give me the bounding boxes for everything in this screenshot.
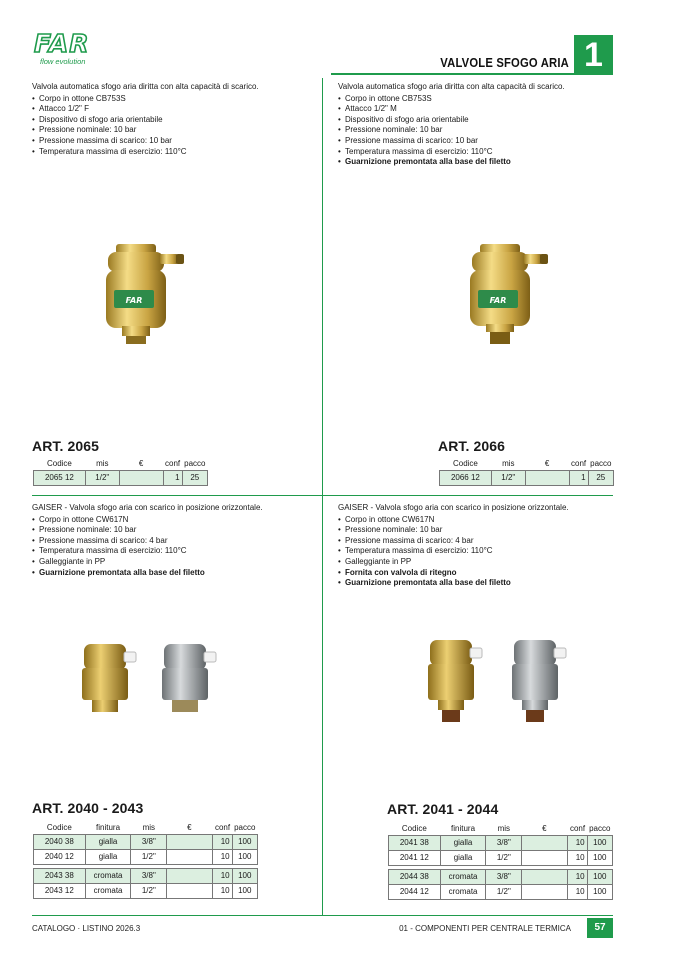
cell-mis: 1/2" — [486, 884, 522, 899]
feature-item: • Attacco 1/2" M — [338, 104, 620, 115]
cell-finitura: gialla — [85, 834, 131, 849]
cell-codice: 2044 12 — [389, 884, 441, 899]
cell-mis: 1/2" — [491, 470, 525, 485]
cell-pacco: 25 — [588, 470, 613, 485]
cell-codice: 2041 12 — [389, 850, 441, 865]
header-rule — [331, 73, 574, 75]
feature-item: • Pressione nominale: 10 bar — [338, 125, 620, 136]
cell-conf: 10 — [567, 884, 587, 899]
description-2065 — [32, 82, 314, 157]
description-2066 — [338, 82, 620, 168]
cell-mis: 3/8" — [131, 834, 167, 849]
cell-euro — [522, 884, 567, 899]
cell-conf: 1 — [569, 470, 588, 485]
cell-finitura: cromata — [440, 884, 486, 899]
cell-conf: 10 — [567, 869, 587, 884]
logo-wordmark: FAR — [34, 29, 90, 58]
cell-finitura: cromata — [440, 869, 486, 884]
col-mis: mis — [131, 822, 167, 834]
col-mis: mis — [491, 458, 525, 470]
footer-section: 01 - COMPONENTI PER CENTRALE TERMICA — [399, 924, 571, 933]
table-row — [34, 883, 258, 898]
svg-text:FAR: FAR — [125, 296, 143, 305]
description-2040 — [32, 503, 314, 578]
product-image-2066 — [462, 240, 554, 352]
col-codice: Codice — [34, 822, 86, 834]
cell-conf: 10 — [567, 850, 587, 865]
feature-item: • Pressione nominale: 10 bar — [32, 125, 314, 136]
feature-list — [338, 94, 620, 168]
cell-mis: 1/2" — [85, 470, 119, 485]
cell-euro — [525, 470, 569, 485]
description-2041 — [338, 503, 620, 589]
cell-pacco: 100 — [587, 850, 612, 865]
feature-item-highlight: • Guarnizione premontata alla base del filetto — [338, 157, 620, 168]
cell-codice: 2041 38 — [389, 835, 441, 850]
feature-item: • Pressione nominale: 10 bar — [32, 525, 314, 536]
cell-mis: 1/2" — [131, 849, 167, 864]
cell-euro — [119, 470, 163, 485]
feature-list — [32, 94, 314, 158]
col-euro: € — [525, 458, 569, 470]
feature-item: • Corpo in ottone CB753S — [338, 94, 620, 105]
cell-finitura: gialla — [85, 849, 131, 864]
cell-conf: 10 — [567, 835, 587, 850]
table-header — [34, 822, 258, 834]
cell-euro — [167, 849, 212, 864]
product-image-2040-2043 — [78, 636, 238, 720]
table-row — [389, 835, 613, 850]
feature-item: • Pressione massima di scarico: 10 bar — [338, 136, 620, 147]
description-lead: Valvola automatica sfogo aria diritta con alta capacità di scarico. — [32, 82, 259, 91]
cell-pacco: 25 — [182, 470, 207, 485]
cell-codice: 2044 38 — [389, 869, 441, 884]
logo-tagline: flow evolution — [40, 57, 86, 66]
cell-conf: 10 — [212, 883, 232, 898]
cell-codice: 2043 38 — [34, 868, 86, 883]
cell-pacco: 100 — [232, 868, 257, 883]
feature-item: • Dispositivo di sfogo aria orientabile — [338, 115, 620, 126]
col-finitura: finitura — [85, 822, 131, 834]
col-pacco: pacco — [182, 458, 207, 470]
section-title: VALVOLE SFOGO ARIA — [440, 56, 569, 70]
cell-pacco: 100 — [587, 835, 612, 850]
table-row — [389, 884, 613, 899]
col-codice: Codice — [34, 458, 86, 470]
feature-item-highlight: • Fornita con valvola di ritegno — [338, 568, 620, 579]
table-row — [34, 834, 258, 849]
cell-mis: 1/2" — [131, 883, 167, 898]
col-pacco: pacco — [232, 822, 257, 834]
cell-finitura: gialla — [440, 835, 486, 850]
col-mis: mis — [486, 823, 522, 835]
feature-item-highlight: • Guarnizione premontata alla base del filetto — [32, 568, 314, 579]
col-euro: € — [522, 823, 567, 835]
table-row — [34, 849, 258, 864]
cell-pacco: 100 — [232, 834, 257, 849]
column-divider — [322, 78, 323, 915]
cell-euro — [522, 835, 567, 850]
col-euro: € — [167, 822, 212, 834]
feature-item: • Dispositivo di sfogo aria orientabile — [32, 115, 314, 126]
cell-finitura: cromata — [85, 868, 131, 883]
description-lead: Valvola automatica sfogo aria diritta con alta capacità di scarico. — [338, 82, 565, 91]
feature-item: • Corpo in ottone CB753S — [32, 94, 314, 105]
cell-pacco: 100 — [232, 849, 257, 864]
cell-mis: 3/8" — [131, 868, 167, 883]
price-table-2040-2043 — [33, 822, 258, 899]
svg-text:FAR: FAR — [489, 296, 507, 305]
col-finitura: finitura — [440, 823, 486, 835]
table-row — [34, 470, 208, 485]
feature-item: • Pressione nominale: 10 bar — [338, 525, 620, 536]
article-title-2066: ART. 2066 — [438, 438, 506, 454]
cell-codice: 2066 12 — [440, 470, 492, 485]
table-header — [389, 823, 613, 835]
table-header — [440, 458, 614, 470]
cell-codice: 2040 38 — [34, 834, 86, 849]
feature-item: • Pressione massima di scarico: 4 bar — [338, 536, 620, 547]
cell-codice: 2043 12 — [34, 883, 86, 898]
article-title-2041-2044: ART. 2041 - 2044 — [387, 801, 499, 817]
feature-list — [32, 515, 314, 579]
col-conf: conf — [567, 823, 587, 835]
col-codice: Codice — [440, 458, 492, 470]
col-codice: Codice — [389, 823, 441, 835]
table-row — [440, 470, 614, 485]
feature-item: • Corpo in ottone CW617N — [338, 515, 620, 526]
section-number-badge: 1 — [574, 35, 613, 75]
price-table-2041-2044 — [388, 823, 613, 900]
feature-item: • Galleggiante in PP — [32, 557, 314, 568]
feature-item: • Attacco 1/2" F — [32, 104, 314, 115]
product-image-2041-2044 — [424, 632, 584, 728]
cell-euro — [167, 834, 212, 849]
description-lead: GAISER - Valvola sfogo aria con scarico in posizione orizzontale. — [338, 503, 569, 512]
cell-pacco: 100 — [587, 869, 612, 884]
table-row — [389, 850, 613, 865]
description-lead: GAISER - Valvola sfogo aria con scarico in posizione orizzontale. — [32, 503, 263, 512]
cell-euro — [522, 869, 567, 884]
feature-item: • Temperatura massima di esercizio: 110°C — [32, 147, 314, 158]
row-divider — [32, 495, 613, 496]
col-pacco: pacco — [587, 823, 612, 835]
cell-finitura: cromata — [85, 883, 131, 898]
article-title-2065: ART. 2065 — [32, 438, 100, 454]
table-row — [389, 869, 613, 884]
cell-mis: 3/8" — [486, 835, 522, 850]
footer-catalog: CATALOGO · LISTINO 2026.3 — [32, 924, 141, 933]
feature-item: • Galleggiante in PP — [338, 557, 620, 568]
cell-euro — [522, 850, 567, 865]
feature-item: • Temperatura massima di esercizio: 110°C — [338, 546, 620, 557]
cell-pacco: 100 — [232, 883, 257, 898]
table-row — [34, 868, 258, 883]
cell-euro — [167, 868, 212, 883]
feature-list — [338, 515, 620, 589]
table-header — [34, 458, 208, 470]
cell-pacco: 100 — [587, 884, 612, 899]
feature-item: • Corpo in ottone CW617N — [32, 515, 314, 526]
cell-finitura: gialla — [440, 850, 486, 865]
cell-conf: 10 — [212, 834, 232, 849]
cell-conf: 1 — [163, 470, 182, 485]
cell-codice: 2040 12 — [34, 849, 86, 864]
feature-item: • Temperatura massima di esercizio: 110°C — [338, 147, 620, 158]
price-table-2066 — [439, 458, 614, 486]
cell-mis: 3/8" — [486, 869, 522, 884]
cell-mis: 1/2" — [486, 850, 522, 865]
col-euro: € — [119, 458, 163, 470]
col-conf: conf — [571, 459, 587, 469]
footer-rule — [32, 915, 613, 916]
price-table-2065 — [33, 458, 208, 486]
brand-logo — [34, 31, 106, 71]
col-conf: conf — [212, 822, 232, 834]
col-mis: mis — [85, 458, 119, 470]
col-pacco: pacco — [588, 458, 613, 470]
feature-item: • Temperatura massima di esercizio: 110°C — [32, 546, 314, 557]
feature-item: • Pressione massima di scarico: 4 bar — [32, 536, 314, 547]
col-conf: conf — [165, 459, 181, 469]
product-image-2065 — [98, 240, 190, 352]
cell-euro — [167, 883, 212, 898]
feature-item: • Pressione massima di scarico: 10 bar — [32, 136, 314, 147]
feature-item-highlight: • Guarnizione premontata alla base del filetto — [338, 578, 620, 589]
cell-conf: 10 — [212, 868, 232, 883]
page-number: 57 — [587, 918, 613, 938]
article-title-2040-2043: ART. 2040 - 2043 — [32, 800, 144, 816]
cell-codice: 2065 12 — [34, 470, 86, 485]
cell-conf: 10 — [212, 849, 232, 864]
